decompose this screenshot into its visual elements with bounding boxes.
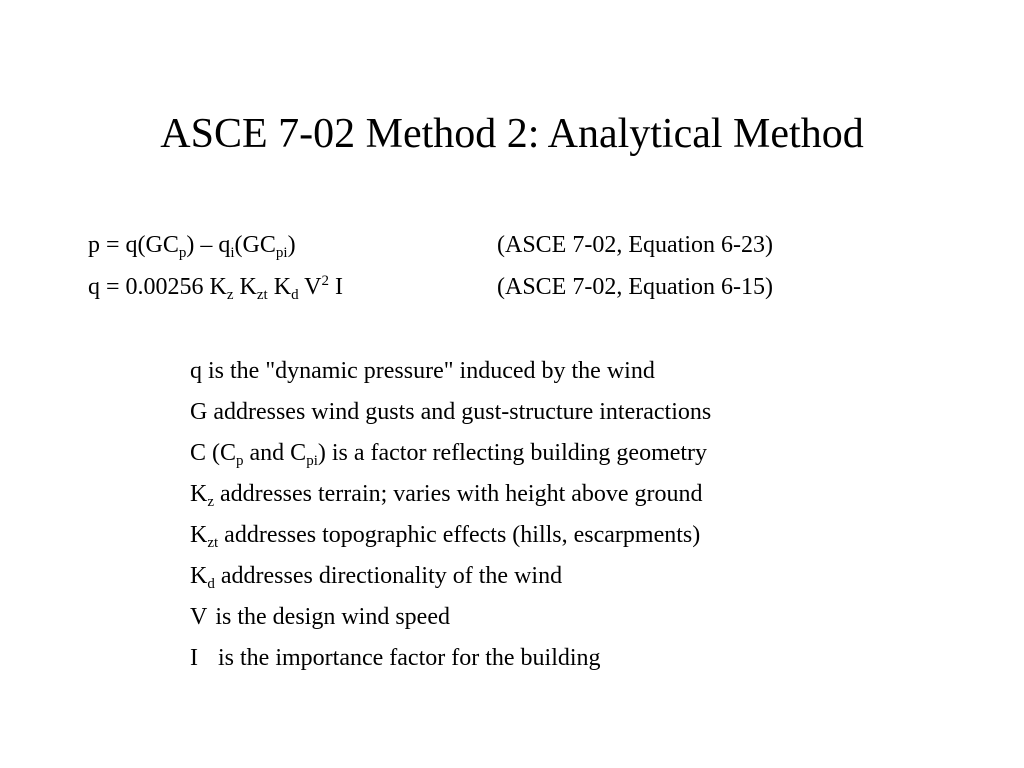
- definition-v: V is the design wind speed: [190, 604, 450, 630]
- equation-6-15: q = 0.00256 $K_z$ $K_{zt}$ $K_d$ $V^2$ I: [88, 273, 343, 303]
- equation-6-23: $p = q(GC_p) - q_i(GC_{pi})$: [88, 232, 296, 261]
- definition-q: q is the "dynamic pressure" induced by the wind: [190, 358, 655, 384]
- definition-i: I is the importance factor for the building: [190, 645, 601, 671]
- definition-list: [190, 356, 711, 684]
- definition-kzt: $K_{zt}$ addresses topographic effects (hills, escarpments): [190, 522, 701, 551]
- definition-kz: $K_z$ addresses terrain; varies with height above ground: [190, 481, 703, 510]
- definition-g: G addresses wind gusts and gust-structure interactions: [190, 399, 712, 425]
- equation-6-23-reference: (ASCE 7-02, Equation 6-23): [497, 232, 773, 258]
- equation-6-15-reference: (ASCE 7-02, Equation 6-15): [497, 274, 773, 300]
- definition-c: C ($C_p$ and $C_{pi}$) is a factor reflecting building geometry: [190, 440, 708, 469]
- slide-title: ASCE 7-02 Method 2: Analytical Method: [160, 111, 864, 157]
- definition-kd: $K_d$ addresses directionality of the wind: [190, 563, 563, 592]
